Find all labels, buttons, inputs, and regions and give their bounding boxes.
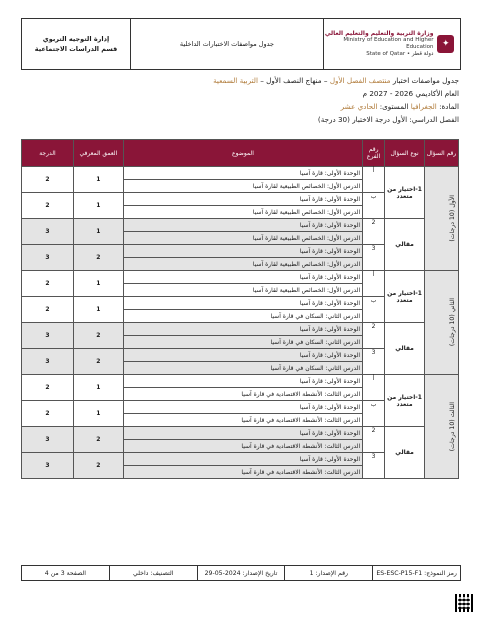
- subject-level: المادة: الجغرافيا المستوى: الحادي عشر: [340, 102, 459, 111]
- branch-number: أ: [363, 271, 385, 297]
- exam-meta: [21, 74, 459, 126]
- topic-unit: الوحدة الأولى: قارة آسيا: [123, 427, 362, 440]
- document-title-cell: [131, 19, 324, 69]
- ministry-logo: [324, 30, 454, 58]
- question-type: 1-اختيار من متعدد: [385, 167, 425, 219]
- semester-grade: الفصل الدراسي: الأول درجة الاختبار (30 درجة): [317, 115, 459, 124]
- topic-unit: الوحدة الأولى: قارة آسيا: [123, 453, 362, 466]
- grade: 2: [22, 297, 74, 323]
- topic-unit: الوحدة الأولى: قارة آسيا: [123, 349, 362, 362]
- topic-lesson: الدرس الأول: الخصائص الطبيعية لقارة آسيا: [123, 232, 362, 245]
- department-name: إدارة التوجيه التربوي: [42, 35, 110, 43]
- topic-lesson: الدرس الثالث: الأنشطة الاقتصادية في قارة آسيا: [123, 414, 362, 427]
- question-type: مقالي: [385, 323, 425, 375]
- document-title: جدول مواصفات الاختبارات الداخلية: [179, 40, 275, 48]
- header-branch-number: رقم الفرع: [363, 140, 385, 167]
- ministry-emblem-icon: ✦: [437, 35, 454, 53]
- branch-number: 2: [363, 427, 385, 453]
- topic-lesson: الدرس الأول: الخصائص الطبيعية لقارة آسيا: [123, 284, 362, 297]
- topic-unit: الوحدة الأولى: قارة آسيا: [123, 219, 362, 232]
- topic-unit: الوحدة الأولى: قارة آسيا: [123, 193, 362, 206]
- cognitive-depth: 1: [73, 167, 123, 193]
- topic-lesson: الدرس الأول: الخصائص الطبيعية لقارة آسيا: [123, 180, 362, 193]
- ministry-logo-cell: [324, 19, 460, 69]
- grade: 3: [22, 323, 74, 349]
- table-row: [22, 167, 459, 180]
- grade: 2: [22, 271, 74, 297]
- cognitive-depth: 2: [73, 323, 123, 349]
- section-name: قسم الدراسات الاجتماعية: [34, 45, 118, 53]
- question-number: الثاني (10 درجات): [425, 271, 459, 375]
- form-code: رمز النموذج: ES-ESC-P15-F1: [372, 566, 460, 580]
- topic-unit: الوحدة الأولى: قارة آسيا: [123, 245, 362, 258]
- table-row: [22, 271, 459, 284]
- header-grade: الدرجة: [22, 140, 74, 167]
- topic-lesson: الدرس الثالث: الأنشطة الاقتصادية في قارة آسيا: [123, 466, 362, 479]
- ministry-name-ar: وزارة التربية والتعليم والتعليم العالي: [324, 30, 434, 37]
- topic-lesson: الدرس الثاني: السكان في قارة آسيا: [123, 362, 362, 375]
- question-type: 1-اختيار من متعدد: [385, 375, 425, 427]
- grade: 3: [22, 427, 74, 453]
- cognitive-depth: 2: [73, 453, 123, 479]
- topic-lesson: الدرس الثالث: الأنشطة الاقتصادية في قارة آسيا: [123, 388, 362, 401]
- branch-number: أ: [363, 375, 385, 401]
- grade: 2: [22, 401, 74, 427]
- topic-lesson: الدرس الثاني: السكان في قارة آسيا: [123, 310, 362, 323]
- grade: 3: [22, 219, 74, 245]
- academic-year: العام الأكاديمي 2026 - 2027 م: [362, 89, 459, 98]
- ministry-country: State of Qatar • دولة قطر: [366, 51, 434, 57]
- table-row: [22, 375, 459, 388]
- header-question-number: رقم السؤال: [425, 140, 459, 167]
- cognitive-depth: 2: [73, 245, 123, 271]
- branch-number: أ: [363, 167, 385, 193]
- topic-unit: الوحدة الأولى: قارة آسيا: [123, 167, 362, 180]
- question-number: الأول (10 درجات): [425, 167, 459, 271]
- grade: 3: [22, 453, 74, 479]
- document-footer: [21, 565, 461, 581]
- cognitive-depth: 1: [73, 297, 123, 323]
- grade: 3: [22, 245, 74, 271]
- question-type: مقالي: [385, 427, 425, 479]
- qr-code-icon: [455, 594, 473, 612]
- topic-lesson: الدرس الأول: الخصائص الطبيعية لقارة آسيا: [123, 206, 362, 219]
- branch-number: ب: [363, 297, 385, 323]
- specification-table: [21, 139, 459, 479]
- table-row: [22, 427, 459, 440]
- branch-number: ب: [363, 401, 385, 427]
- cognitive-depth: 2: [73, 349, 123, 375]
- header-cognitive-depth: العمق المعرفي: [73, 140, 123, 167]
- classification: التصنيف: داخلي: [109, 566, 197, 580]
- table-header-row: [22, 140, 459, 167]
- topic-lesson: الدرس الثاني: السكان في قارة آسيا: [123, 336, 362, 349]
- cognitive-depth: 1: [73, 193, 123, 219]
- question-type: مقالي: [385, 219, 425, 271]
- cognitive-depth: 1: [73, 401, 123, 427]
- branch-number: 3: [363, 453, 385, 479]
- table-row: [22, 323, 459, 336]
- question-type: 1-اختيار من متعدد: [385, 271, 425, 323]
- question-number: الثالث (10 درجات): [425, 375, 459, 479]
- issue-date: تاريخ الإصدار: 2024-05-29: [197, 566, 285, 580]
- department-cell: [22, 19, 131, 69]
- cognitive-depth: 2: [73, 427, 123, 453]
- grade: 2: [22, 375, 74, 401]
- document-header: [21, 18, 461, 70]
- topic-lesson: الدرس الأول: الخصائص الطبيعية لقارة آسيا: [123, 258, 362, 271]
- grade: 2: [22, 167, 74, 193]
- header-topic: الموضوع: [123, 140, 362, 167]
- cognitive-depth: 1: [73, 271, 123, 297]
- topic-lesson: الدرس الثالث: الأنشطة الاقتصادية في قارة آسيا: [123, 440, 362, 453]
- cognitive-depth: 1: [73, 375, 123, 401]
- branch-number: ب: [363, 193, 385, 219]
- meta-title-line: جدول مواصفات اختبار منتصف الفصل الأول – منهاج النصف الأول – التربية السمعية: [213, 76, 459, 85]
- header-question-type: نوع السؤال: [385, 140, 425, 167]
- table-row: [22, 219, 459, 232]
- branch-number: 2: [363, 323, 385, 349]
- cognitive-depth: 1: [73, 219, 123, 245]
- branch-number: 3: [363, 349, 385, 375]
- ministry-name-en: Ministry of Education and Higher Education: [343, 37, 434, 50]
- branch-number: 2: [363, 219, 385, 245]
- topic-unit: الوحدة الأولى: قارة آسيا: [123, 401, 362, 414]
- topic-unit: الوحدة الأولى: قارة آسيا: [123, 323, 362, 336]
- topic-unit: الوحدة الأولى: قارة آسيا: [123, 271, 362, 284]
- topic-unit: الوحدة الأولى: قارة آسيا: [123, 375, 362, 388]
- grade: 3: [22, 349, 74, 375]
- page-number: الصفحة 3 من 4: [44, 569, 87, 577]
- topic-unit: الوحدة الأولى: قارة آسيا: [123, 297, 362, 310]
- grade: 2: [22, 193, 74, 219]
- branch-number: 3: [363, 245, 385, 271]
- version-number: رقم الإصدار: 1: [284, 566, 372, 580]
